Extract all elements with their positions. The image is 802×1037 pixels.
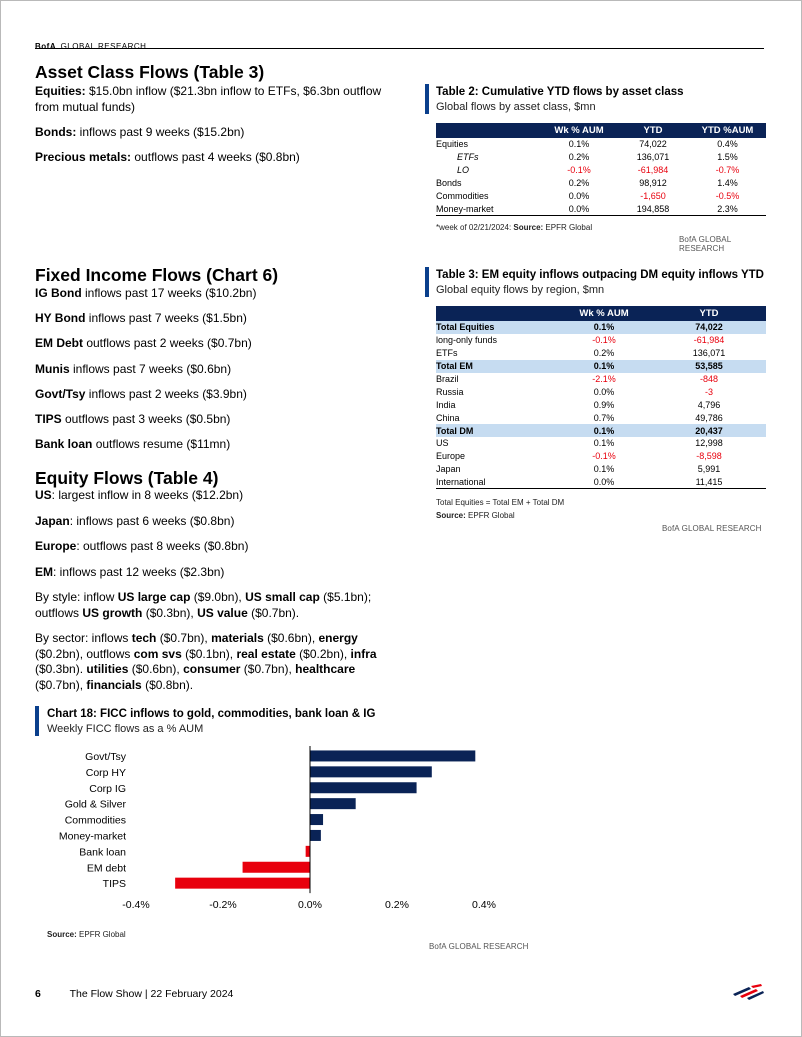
- table-2-credit: BofA GLOBAL RESEARCH: [679, 235, 731, 253]
- cell: 49,786: [695, 412, 723, 423]
- munis-paragraph: [35, 362, 395, 378]
- source-text: EPFR Global: [465, 511, 515, 520]
- japan-paragraph: [35, 514, 395, 530]
- para-text: inflows past 17 weeks ($10.2bn): [81, 286, 257, 300]
- table-row: [436, 450, 766, 463]
- col-header: [436, 306, 556, 321]
- chart-source: [47, 930, 126, 939]
- col-header: [436, 123, 541, 138]
- text-run: ($0.7bn),: [156, 631, 212, 645]
- bold-run: materials: [211, 631, 264, 645]
- cell: 0.0%: [556, 476, 652, 489]
- cell: 0.0%: [593, 386, 615, 397]
- source-label: Source:: [436, 511, 466, 520]
- bold-run: infra: [350, 646, 377, 661]
- x-tick-label: -0.2%: [209, 899, 237, 911]
- chart-credit: BofA GLOBAL RESEARCH: [429, 942, 529, 951]
- cell: -848: [699, 374, 718, 384]
- chart-accent-bar: [35, 706, 39, 736]
- para-label: US: [35, 488, 52, 502]
- bank-loan-paragraph: [35, 437, 395, 453]
- para-label: Europe: [35, 539, 77, 553]
- text-run: ($0.6bn),: [263, 631, 319, 645]
- bar: [310, 782, 417, 793]
- cell: -0.1%: [567, 165, 591, 176]
- para-text: : inflows past 6 weeks ($0.8bn): [69, 514, 235, 528]
- row-label: Russia: [436, 386, 464, 397]
- row-label: long-only funds: [436, 335, 498, 346]
- cell: -1,650: [640, 191, 666, 201]
- table-3-note: Total Equities = Total EM + Total DM: [436, 498, 565, 507]
- table-row: [436, 138, 766, 151]
- bold-run: tech: [131, 631, 157, 645]
- precious-metals-paragraph: [35, 150, 395, 166]
- cell: 98,912: [639, 178, 667, 189]
- x-tick-label: 0.2%: [385, 899, 409, 911]
- cell: 11,415: [652, 476, 766, 489]
- cell: 0.2%: [568, 152, 590, 163]
- us-paragraph: [35, 488, 395, 504]
- table-3-credit: BofA GLOBAL RESEARCH: [662, 524, 762, 533]
- table-row: [436, 463, 766, 476]
- bar: [310, 798, 356, 809]
- bold-run: utilities: [86, 662, 129, 676]
- table-header-row: [436, 306, 766, 321]
- source-label: Source:: [47, 930, 77, 939]
- equities-paragraph: [35, 84, 395, 115]
- text-run: ($9.0bn),: [190, 590, 246, 604]
- bar: [310, 750, 475, 761]
- cell: 20,437: [652, 424, 766, 437]
- table-2-title: Table 2: Cumulative YTD flows by asset class: [436, 86, 684, 98]
- table-3-source: [436, 511, 515, 520]
- cell: 0.1%: [568, 139, 590, 150]
- table-2: [436, 123, 766, 216]
- para-label: Bonds:: [35, 125, 77, 139]
- bold-run: healthcare: [295, 662, 356, 676]
- bold-run: financials: [86, 677, 142, 692]
- text-run: ($0.7bn),: [35, 677, 87, 692]
- row-label: Bonds: [436, 178, 462, 189]
- para-label: Govt/Tsy: [35, 387, 86, 401]
- fixed-income-flows-heading: Fixed Income Flows (Chart 6): [35, 265, 279, 285]
- bar: [310, 830, 321, 841]
- cell: 0.1%: [593, 464, 615, 475]
- para-text: $15.0bn inflow ($21.3bn inflow to ETFs, $6.3bn outflow from mutual funds): [35, 84, 382, 114]
- category-label: Gold & Silver: [64, 798, 126, 811]
- category-label: EM debt: [86, 862, 126, 875]
- bold-run: energy: [318, 631, 358, 645]
- para-text: outflows past 3 weeks ($0.5bn): [61, 412, 231, 426]
- cell: -8,598: [696, 451, 722, 462]
- row-label: Brazil: [436, 374, 459, 384]
- text-run: By sector: inflows: [35, 631, 132, 645]
- table-row: [436, 398, 766, 411]
- text-run: ($0.7bn).: [247, 605, 300, 620]
- bold-run: real estate: [236, 646, 296, 661]
- table-row: [436, 334, 766, 347]
- text-run: ($0.2bn), outflows: [35, 646, 134, 661]
- cell: 12,998: [695, 438, 723, 449]
- cell: 0.0%: [541, 202, 617, 215]
- row-label: ETFs: [457, 152, 479, 163]
- table-3-title: Table 3: EM equity inflows outpacing DM equity inflows YTD: [436, 269, 764, 281]
- table-2-block: [425, 84, 767, 254]
- para-text: inflows past 9 weeks ($15.2bn): [76, 125, 245, 139]
- category-label: TIPS: [102, 878, 126, 891]
- report-header: [35, 36, 764, 49]
- col-header: YTD: [652, 306, 766, 321]
- table-row: [436, 476, 766, 489]
- para-text: : outflows past 8 weeks ($0.8bn): [76, 539, 249, 553]
- para-label: Equities:: [35, 84, 86, 98]
- cell: -0.1%: [592, 335, 616, 346]
- text-run: ($0.3bn).: [35, 662, 87, 676]
- table-row: [436, 411, 766, 424]
- para-text: : inflows past 12 weeks ($2.3bn): [53, 565, 225, 579]
- table-row: [436, 151, 766, 164]
- row-label: Total Equities: [436, 321, 556, 334]
- col-header: YTD: [617, 123, 689, 138]
- cell: 1.4%: [717, 178, 738, 189]
- para-text: outflows resume ($11mn): [92, 437, 231, 451]
- text-run: ($5.1bn); outflows: [35, 590, 372, 620]
- bold-run: consumer: [183, 662, 241, 676]
- category-label: Corp HY: [85, 766, 126, 779]
- bar: [306, 846, 310, 857]
- cell: 0.1%: [556, 424, 652, 437]
- col-header: YTD %AUM: [689, 123, 766, 138]
- cell: 0.1%: [556, 360, 652, 373]
- header-brand: BofA: [35, 42, 57, 51]
- para-label: EM Debt: [35, 336, 83, 350]
- ig-bond-paragraph: [35, 286, 395, 302]
- category-label: Corp IG: [89, 782, 126, 795]
- cell: 136,071: [692, 348, 726, 359]
- col-header: Wk % AUM: [556, 306, 652, 321]
- table-row: [436, 347, 766, 360]
- hy-bond-paragraph: [35, 311, 395, 327]
- para-text: inflows past 2 weeks ($3.9bn): [85, 387, 247, 401]
- cell: 74,022: [639, 139, 667, 150]
- text-run: ($0.8bn).: [141, 677, 194, 692]
- text-run: By style: inflow: [35, 590, 118, 604]
- em-debt-paragraph: [35, 336, 395, 352]
- cell: 2.3%: [689, 202, 766, 215]
- para-text: outflows past 2 weeks ($0.7bn): [83, 336, 252, 350]
- row-label: Europe: [436, 451, 466, 462]
- cell: 194,858: [617, 202, 689, 215]
- header-title: GLOBAL RESEARCH: [60, 42, 147, 51]
- text-run: ($0.6bn),: [128, 662, 184, 676]
- row-label: International: [436, 476, 556, 489]
- category-label: Govt/Tsy: [85, 750, 126, 763]
- para-label: HY Bond: [35, 311, 86, 325]
- para-text: inflows past 7 weeks ($0.6bn): [69, 362, 232, 376]
- category-label: Money-market: [58, 830, 126, 843]
- table-2-accent-bar: [425, 84, 429, 114]
- para-text: inflows past 7 weeks ($1.5bn): [85, 311, 247, 325]
- bonds-paragraph: [35, 125, 395, 141]
- cell: 0.4%: [717, 139, 738, 150]
- source-label: Source:: [513, 223, 544, 232]
- table-row: [436, 373, 766, 386]
- cell: 0.7%: [593, 412, 615, 423]
- asset-class-flows-heading: Asset Class Flows (Table 3): [35, 62, 265, 82]
- text-run: ($0.7bn),: [240, 662, 296, 676]
- para-text: : largest inflow in 8 weeks ($12.2bn): [51, 488, 244, 502]
- category-label: Bank loan: [79, 846, 126, 859]
- para-label: Bank loan: [35, 437, 93, 451]
- table-2-note: [436, 223, 592, 232]
- row-label: Commodities: [436, 191, 489, 201]
- row-label: China: [436, 412, 460, 423]
- bold-run: US growth: [82, 605, 143, 620]
- table-row: [436, 385, 766, 398]
- row-label: Total DM: [436, 424, 556, 437]
- cell: 136,071: [636, 152, 670, 163]
- cell: -2.1%: [592, 374, 616, 384]
- table-row: [436, 424, 766, 437]
- bold-run: US large cap: [117, 590, 191, 604]
- cell: -61,984: [637, 165, 669, 176]
- para-label: IG Bond: [35, 286, 82, 300]
- bold-run: US small cap: [245, 590, 320, 604]
- cell: 0.2%: [568, 178, 590, 189]
- x-tick-label: 0.4%: [472, 899, 496, 911]
- x-tick-label: -0.4%: [122, 899, 150, 911]
- table-2-subtitle: Global flows by asset class, $mn: [436, 101, 596, 113]
- category-label: Commodities: [64, 814, 126, 827]
- bar: [175, 878, 310, 889]
- row-label: ETFs: [436, 348, 458, 359]
- page-number: 6: [35, 988, 41, 1000]
- row-label: LO: [457, 165, 470, 176]
- cell: 0.9%: [593, 399, 615, 410]
- bar: [310, 766, 432, 777]
- para-label: EM: [35, 565, 53, 579]
- cell: -61,984: [693, 335, 725, 346]
- cell: -3: [704, 386, 713, 397]
- cell: 5,991: [697, 464, 721, 475]
- footer-title: The Flow Show | 22 February 2024: [69, 988, 234, 1000]
- cell: -0.1%: [592, 451, 616, 462]
- table-row: [436, 437, 766, 450]
- chart-subtitle: Weekly FICC flows as a % AUM: [47, 723, 204, 735]
- note-text: *week of 02/21/2024:: [436, 223, 514, 232]
- source-text: EPFR Global: [543, 223, 593, 232]
- row-label: Japan: [436, 464, 461, 475]
- table-header-row: [436, 123, 766, 138]
- table-row: [436, 190, 766, 203]
- by-sector-paragraph: [35, 631, 380, 693]
- text-run: ($0.1bn),: [181, 646, 237, 661]
- cell: 0.2%: [593, 348, 615, 359]
- cell: 53,585: [652, 360, 766, 373]
- cell: 1.5%: [717, 152, 738, 163]
- source-text: EPFR Global: [76, 930, 126, 939]
- text-run: ($0.3bn),: [142, 605, 198, 620]
- col-header: Wk % AUM: [541, 123, 617, 138]
- row-label: Money-market: [436, 202, 541, 215]
- cell: -0.5%: [715, 191, 740, 201]
- table-3-accent-bar: [425, 267, 429, 297]
- row-label: US: [436, 438, 449, 449]
- tips-paragraph: [35, 412, 395, 428]
- table-3-subtitle: Global equity flows by region, $mn: [436, 284, 605, 296]
- bold-run: com svs: [133, 646, 182, 661]
- bar: [243, 862, 310, 873]
- table-3: [436, 306, 766, 489]
- cell: 0.1%: [556, 321, 652, 334]
- para-label: Precious metals:: [35, 150, 132, 164]
- table-row: [436, 177, 766, 190]
- row-label: Total EM: [436, 360, 556, 373]
- table-row: [436, 321, 766, 334]
- bar: [310, 814, 323, 825]
- bold-run: US value: [197, 605, 248, 620]
- para-label: Japan: [35, 514, 70, 528]
- text-run: ($0.2bn),: [295, 646, 351, 661]
- row-label: India: [436, 399, 456, 410]
- cell: 0.0%: [568, 191, 590, 201]
- table-row: [436, 202, 766, 215]
- para-label: TIPS: [35, 412, 62, 426]
- em-paragraph: [35, 565, 395, 581]
- cell: 4,796: [697, 399, 721, 410]
- govt-tsy-paragraph: [35, 387, 395, 403]
- table-row: [436, 360, 766, 373]
- equity-flows-heading: Equity Flows (Table 4): [35, 468, 219, 488]
- cell: 74,022: [652, 321, 766, 334]
- cell: 0.1%: [593, 438, 615, 449]
- by-style-paragraph: [35, 590, 380, 621]
- chart-title: Chart 18: FICC inflows to gold, commodities, bank loan & IG: [47, 708, 376, 720]
- para-label: Munis: [35, 362, 70, 376]
- table-3-block: [425, 267, 767, 537]
- ficc-flows-chart: [0, 740, 802, 920]
- x-tick-label: 0.0%: [298, 899, 322, 911]
- cell: -0.7%: [715, 165, 740, 176]
- bofa-flag-logo: [731, 984, 765, 1002]
- page-footer: [35, 988, 233, 1000]
- table-row: [436, 164, 766, 177]
- row-label: Equities: [436, 139, 469, 150]
- europe-paragraph: [35, 539, 395, 555]
- para-text: outflows past 4 weeks ($0.8bn): [131, 150, 300, 164]
